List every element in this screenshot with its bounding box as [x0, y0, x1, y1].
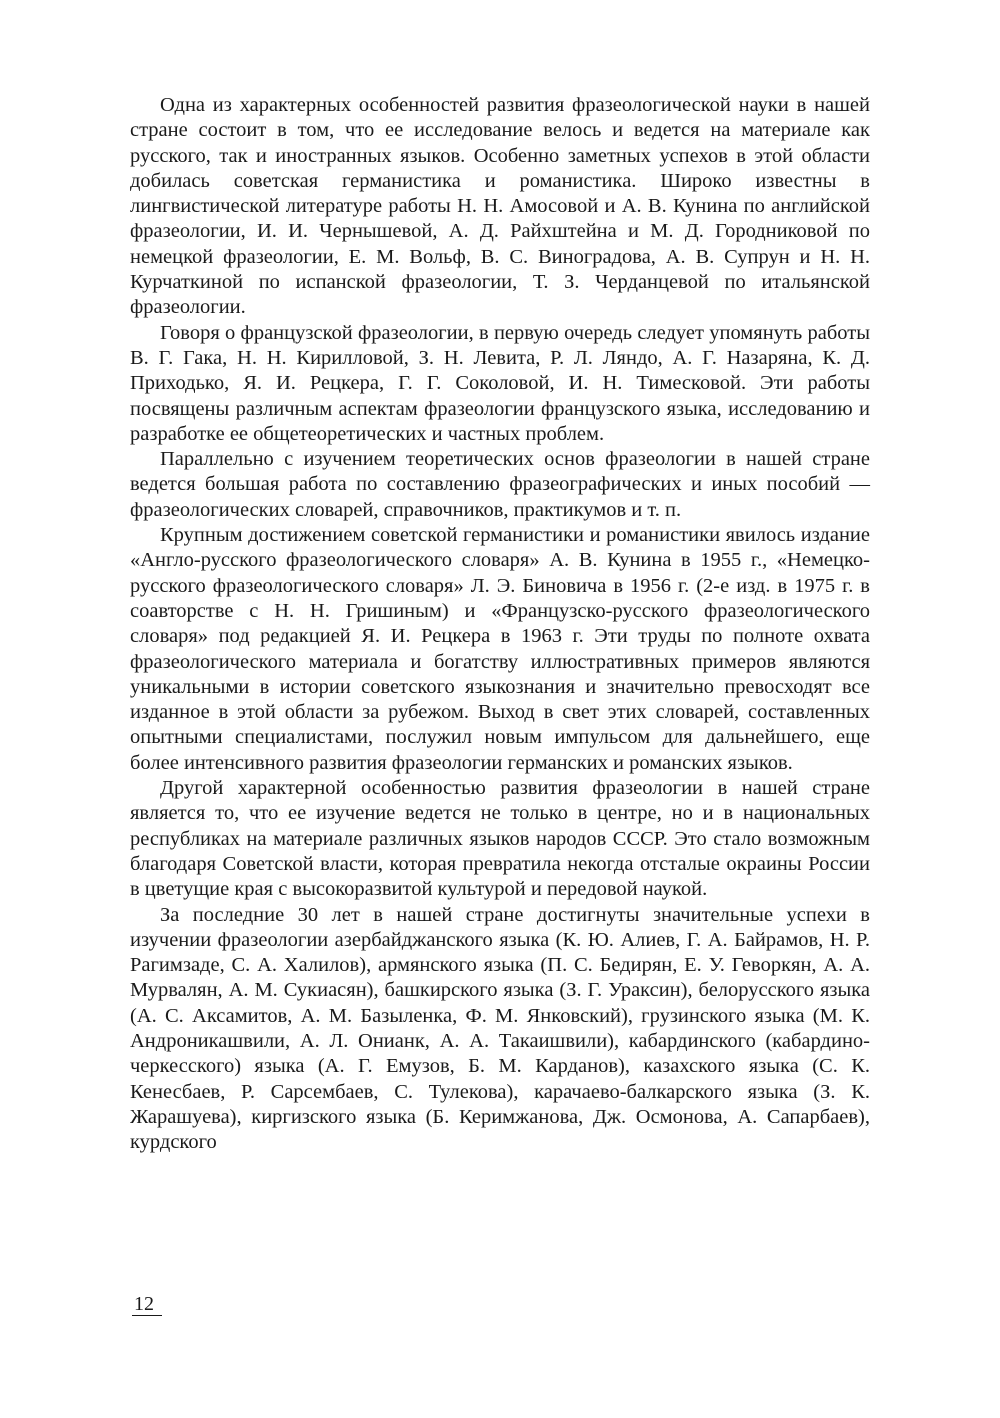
page-body — [130, 93, 870, 1155]
paragraph-3: Параллельно с изучением теоретических основ фразеологии в нашей стране ведется большая работа по составлению фразеографических и иных пособий — фразеологических словарей, справочников, практикумов и т. п. — [130, 448, 870, 521]
page-number: 12 — [132, 1293, 162, 1316]
paragraph-1: Одна из характерных особенностей развития фразеологической науки в нашей стране состоит в том, что ее исследование велось и ведется на материале как русского, так и иностранных языков. Особенно заметных успехов в этой области добилась советская германистика и романистика. Широко известны в лингвистической литературе работы Н. Н. Амосовой и А. В. Кунина по английской фразеологии, И. И. Чернышевой, А. Д. Райхштейна и М. Д. Городниковой по немецкой фразеологии, Е. М. Вольф, В. С. Виноградова, А. В. Супрун и Н. Н. Курчаткиной по испанской фразеологии, Т. З. Черданцевой по итальянской фразеологии. — [130, 94, 870, 319]
paragraph-2: Говоря о французской фразеологии, в первую очередь следует упомянуть работы В. Г. Гака, Н. Н. Кирилловой, З. Н. Левита, Р. Л. Ляндо, А. Г. Назаряна, К. Д. Приходько, Я. И. Рецкера, Г. Г. Соколовой, И. Н. Тимесковой. Эти работы посвящены различным аспектам фразеологии французского языка, исследованию и разработке ее общетеоретических и частных проблем. — [130, 321, 870, 445]
paragraph-5: Другой характерной особенностью развития фразеологии в нашей стране является то, что ее изучение ведется не только в центре, но и в национальных республиках на материале различных языков народов СССР. Это стало возможным благодаря Советской власти, которая превратила некогда отсталые окраины России в цветущие края с высокоразвитой культурой и передовой наукой. — [130, 777, 870, 901]
paragraph-4: Крупным достижением советской германистики и романистики явилось издание «Англо-русского фразеологического словаря» А. В. Кунина в 1955 г., «Немецко-русского фразеологического словаря» Л. Э. Биновича в 1956 г. (2-е изд. в 1975 г. в соавторстве с Н. Н. Гришиным) и «Французско-русского фразеологического словаря» под редакцией Я. И. Рецкера в 1963 г. Эти труды по полноте охвата фразеологического материала и богатству иллюстративных примеров являются уникальными в истории советского языкознания и значительно превосходят все изданное в этой области за рубежом. Выход в свет этих словарей, составленных опытными специалистами, послужил новым импульсом для дальнейшего, еще более интенсивного развития фразеологии германских и романских языков. — [130, 524, 870, 774]
paragraph-6: За последние 30 лет в нашей стране достигнуты значительные успехи в изучении фразеологии азербайджанского языка (К. Ю. Алиев, Г. А. Байрамов, Н. Р. Рагимзаде, С. А. Халилов), армянского языка (П. С. Бедирян, Е. У. Геворкян, А. А. Мурвалян, А. М. Сукиасян), башкирского языка (З. Г. Ураксин), белорусского языка (А. С. Аксамитов, А. М. Базыленка, Ф. М. Янковский), грузинского языка (М. К. Андроникашвили, А. Л. Онианк, А. А. Такаишвили), кабардинского (кабардино-черкесского) языка (А. Г. Емузов, Б. М. Карданов), казахского языка (С. К. Кенесбаев, Р. Сарсембаев, С. Тулекова), карачаево-балкарского языка (З. К. Жарашуева), киргизского языка (Б. Керимжанова, Дж. Осмонова, А. Сапарбаев), курдского — [130, 903, 870, 1154]
